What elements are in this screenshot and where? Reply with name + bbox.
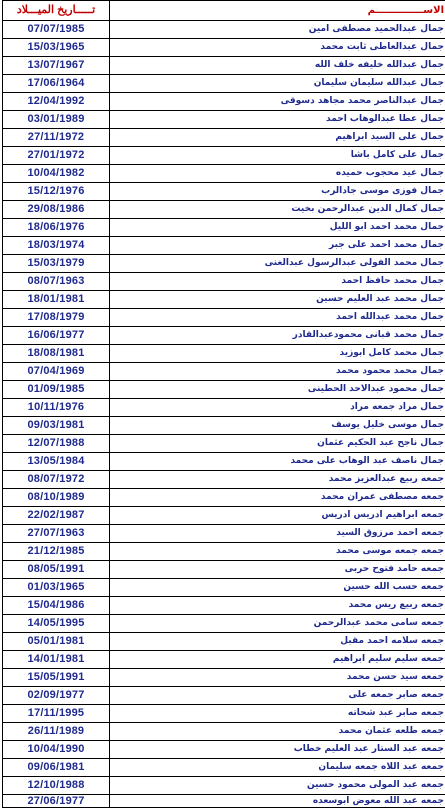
date-of-birth-cell[interactable]: 21/12/1985 <box>3 543 110 561</box>
table-row <box>3 417 445 435</box>
name-cell[interactable]: جمعه سامى محمد عبدالرحمن <box>110 615 445 633</box>
table-row <box>3 687 445 705</box>
name-header: الاســــــــــــــم <box>110 1 445 21</box>
table-row <box>3 21 445 39</box>
name-cell[interactable]: جمعه سيد حسن محمد <box>110 669 445 687</box>
date-of-birth-cell[interactable]: 15/03/1979 <box>3 255 110 273</box>
date-of-birth-cell[interactable]: 22/02/1987 <box>3 507 110 525</box>
name-cell[interactable]: جمعه عبد اللاه جمعه سليمان <box>110 759 445 777</box>
name-cell[interactable]: جمال ناجح عبد الحكيم عثمان <box>110 435 445 453</box>
date-of-birth-cell[interactable]: 08/10/1989 <box>3 489 110 507</box>
name-cell[interactable]: جمال محمد احمد على جبر <box>110 237 445 255</box>
table-row <box>3 579 445 597</box>
name-cell[interactable]: جمعه حامد فتوح حربى <box>110 561 445 579</box>
name-cell[interactable]: جمال على السيد ابراهيم <box>110 129 445 147</box>
name-cell[interactable]: جمال ناصف عبد الوهاب على محمد <box>110 453 445 471</box>
date-of-birth-cell[interactable]: 14/05/1995 <box>3 615 110 633</box>
table-row <box>3 219 445 237</box>
date-of-birth-cell[interactable]: 10/04/1982 <box>3 165 110 183</box>
name-cell[interactable]: جمعه احمد مرزوق السيد <box>110 525 445 543</box>
name-cell[interactable]: جمعه سلامه احمد مقبل <box>110 633 445 651</box>
spreadsheet <box>2 0 442 808</box>
table-row <box>3 381 445 399</box>
date-of-birth-cell[interactable]: 10/04/1990 <box>3 741 110 759</box>
table-row <box>3 489 445 507</box>
date-of-birth-cell[interactable]: 15/12/1976 <box>3 183 110 201</box>
date-of-birth-cell[interactable]: 15/05/1991 <box>3 669 110 687</box>
name-cell[interactable]: جمال عبدالناصر محمد مجاهد دسوقى <box>110 93 445 111</box>
name-cell[interactable]: جمال مراد جمعه مراد <box>110 399 445 417</box>
table-row <box>3 327 445 345</box>
date-of-birth-cell[interactable]: 07/07/1985 <box>3 21 110 39</box>
date-of-birth-cell[interactable]: 18/08/1981 <box>3 345 110 363</box>
table-row <box>3 75 445 93</box>
name-cell[interactable]: جمال محمد احمد ابو الليل <box>110 219 445 237</box>
date-of-birth-cell[interactable]: 27/11/1972 <box>3 129 110 147</box>
name-cell[interactable]: جمعه صابر عبد شحاته <box>110 705 445 723</box>
name-cell[interactable]: جمعه عبد الستار عبد العليم خطاب <box>110 741 445 759</box>
name-cell[interactable]: جمعه ربيع عبدالعزيز محمد <box>110 471 445 489</box>
name-cell[interactable]: جمال كمال الدين عبدالرحمن بخيت <box>110 201 445 219</box>
table-row <box>3 237 445 255</box>
date-of-birth-cell[interactable]: 27/01/1972 <box>3 147 110 165</box>
table-row <box>3 741 445 759</box>
table-row <box>3 507 445 525</box>
header-row <box>3 1 445 21</box>
name-cell[interactable]: جمال عبدالله خليفه خلف الله <box>110 57 445 75</box>
name-cell[interactable]: جمال عبدالحميد مصطفى امين <box>110 21 445 39</box>
table-row <box>3 795 445 808</box>
table-row <box>3 255 445 273</box>
table-row <box>3 39 445 57</box>
name-cell[interactable]: جمال محمد قبانى محمودعبدالقادر <box>110 327 445 345</box>
table-row <box>3 633 445 651</box>
table-row <box>3 165 445 183</box>
date-of-birth-cell[interactable]: 09/03/1981 <box>3 417 110 435</box>
name-cell[interactable]: جمال محمد الفولى عبدالرسول عبدالغنى <box>110 255 445 273</box>
date-of-birth-cell[interactable]: 08/07/1963 <box>3 273 110 291</box>
date-of-birth-cell[interactable]: 18/03/1974 <box>3 237 110 255</box>
name-cell[interactable]: جمعه صابر جمعه على <box>110 687 445 705</box>
table-row <box>3 291 445 309</box>
date-of-birth-cell[interactable]: 17/08/1979 <box>3 309 110 327</box>
date-of-birth-cell[interactable]: 07/04/1969 <box>3 363 110 381</box>
date-of-birth-cell[interactable]: 17/11/1995 <box>3 705 110 723</box>
date-of-birth-cell[interactable]: 12/04/1992 <box>3 93 110 111</box>
table-row <box>3 615 445 633</box>
table-row <box>3 471 445 489</box>
table-row <box>3 57 445 75</box>
date-of-birth-cell[interactable]: 12/07/1988 <box>3 435 110 453</box>
date-of-birth-cell[interactable]: 14/01/1981 <box>3 651 110 669</box>
date-of-birth-cell[interactable]: 08/05/1991 <box>3 561 110 579</box>
table-row <box>3 543 445 561</box>
table-row <box>3 759 445 777</box>
name-cell[interactable]: جمال محمد كامل ابوزيد <box>110 345 445 363</box>
date-of-birth-cell[interactable]: 29/08/1986 <box>3 201 110 219</box>
table-row <box>3 93 445 111</box>
date-of-birth-cell[interactable]: 18/01/1981 <box>3 291 110 309</box>
date-of-birth-cell[interactable]: 26/11/1989 <box>3 723 110 741</box>
name-cell[interactable]: جمال عبدالله سليمان سليمان <box>110 75 445 93</box>
date-of-birth-cell[interactable]: 01/09/1985 <box>3 381 110 399</box>
table-row <box>3 129 445 147</box>
table-row <box>3 201 445 219</box>
table-row <box>3 273 445 291</box>
name-cell[interactable]: جمعه سليم سليم ابراهيم <box>110 651 445 669</box>
table-row <box>3 453 445 471</box>
table-row <box>3 111 445 129</box>
date-of-birth-cell[interactable]: 16/06/1977 <box>3 327 110 345</box>
date-of-birth-cell[interactable]: 15/04/1986 <box>3 597 110 615</box>
name-cell[interactable]: جمعه ابراهيم ادريس ادريس <box>110 507 445 525</box>
table-row <box>3 363 445 381</box>
table-row <box>3 147 445 165</box>
name-cell[interactable]: جمال موسى خليل يوسف <box>110 417 445 435</box>
table-row <box>3 561 445 579</box>
name-cell[interactable]: جمال محمد حافظ احمد <box>110 273 445 291</box>
people-table <box>2 0 445 808</box>
date-of-birth-cell[interactable]: 12/10/1988 <box>3 777 110 795</box>
name-cell[interactable]: جمال محمد عبدالله احمد <box>110 309 445 327</box>
table-body <box>3 21 445 808</box>
name-cell[interactable]: جمال محمود عبدالاحد الحطينى <box>110 381 445 399</box>
table-row <box>3 399 445 417</box>
date-of-birth-cell[interactable]: 17/06/1964 <box>3 75 110 93</box>
table-row <box>3 435 445 453</box>
date-of-birth-header: تـــــاريخ الميـــلاد <box>3 1 110 21</box>
name-cell[interactable]: جمال محمد عبد العليم حسين <box>110 291 445 309</box>
name-cell[interactable]: جمال عطا عبدالوهاب احمد <box>110 111 445 129</box>
name-cell[interactable]: جمعه مصطفى عمران محمد <box>110 489 445 507</box>
table-row <box>3 777 445 795</box>
date-of-birth-cell[interactable]: 13/05/1984 <box>3 453 110 471</box>
date-of-birth-cell[interactable]: 01/03/1965 <box>3 579 110 597</box>
name-cell[interactable]: جمعه حسب الله حسين <box>110 579 445 597</box>
name-cell[interactable]: جمال على كامل باشا <box>110 147 445 165</box>
date-of-birth-cell[interactable]: 03/01/1989 <box>3 111 110 129</box>
table-row <box>3 723 445 741</box>
table-row <box>3 705 445 723</box>
table-row <box>3 345 445 363</box>
date-of-birth-cell[interactable]: 13/07/1967 <box>3 57 110 75</box>
date-of-birth-cell[interactable]: 15/03/1965 <box>3 39 110 57</box>
name-cell[interactable]: جمال فوزى موسى جادالرب <box>110 183 445 201</box>
date-of-birth-cell[interactable]: 10/11/1976 <box>3 399 110 417</box>
name-cell[interactable]: جمال عيد محجوب حميده <box>110 165 445 183</box>
name-cell[interactable]: جمعه طلعه عثمان محمد <box>110 723 445 741</box>
date-of-birth-cell[interactable]: 09/06/1981 <box>3 759 110 777</box>
name-cell[interactable]: جمعه ربيع ريس محمد <box>110 597 445 615</box>
date-of-birth-cell[interactable]: 08/07/1972 <box>3 471 110 489</box>
table-row <box>3 597 445 615</box>
table-row <box>3 651 445 669</box>
name-cell[interactable]: جمعه عبد المولى محمود حسين <box>110 777 445 795</box>
date-of-birth-cell[interactable]: 18/06/1976 <box>3 219 110 237</box>
date-of-birth-cell[interactable]: 05/01/1981 <box>3 633 110 651</box>
table-row <box>3 309 445 327</box>
table-row <box>3 183 445 201</box>
date-of-birth-cell[interactable]: 27/06/1977 <box>3 795 110 808</box>
name-cell[interactable]: جمال محمد محمود محمد <box>110 363 445 381</box>
name-cell[interactable]: جمعه عبد الله معوض ابوسعده <box>110 795 445 808</box>
name-cell[interactable]: جمعه جمعه موسى محمد <box>110 543 445 561</box>
table-row <box>3 525 445 543</box>
date-of-birth-cell[interactable]: 27/07/1963 <box>3 525 110 543</box>
table-row <box>3 669 445 687</box>
date-of-birth-cell[interactable]: 02/09/1977 <box>3 687 110 705</box>
name-cell[interactable]: جمال عبدالعاطى ثابت محمد <box>110 39 445 57</box>
